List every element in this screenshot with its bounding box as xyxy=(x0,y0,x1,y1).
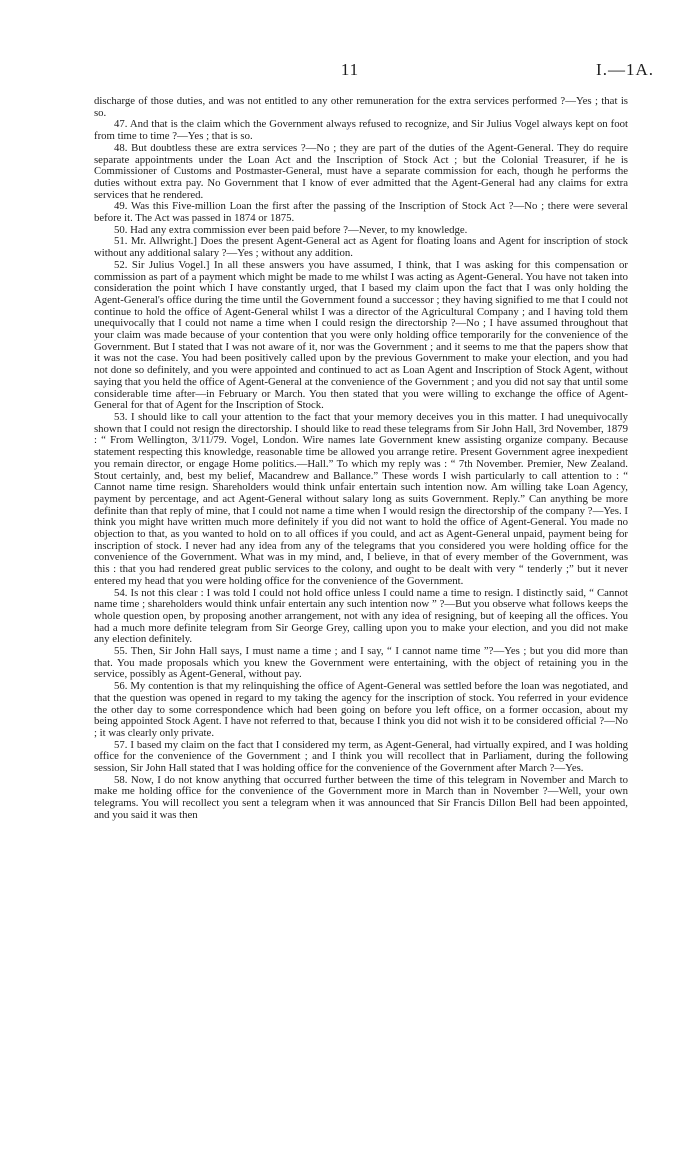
paragraph-q56: 56. My contention is that my relinquishing the office of Agent-General was settled before the loan was negotiated, and that the question was opened in regard to my taking the agency for the inscription of stock. You referred in your evidence the other day to some correspondence which had been going on before you left office, on a former occasion, about my being appointed Stock Agent. I have not referred to that, because I think you did not wish it to be considered official ?—No ; it was clearly only private. xyxy=(94,680,628,739)
paragraph-q47: 47. And that is the claim which the Government always refused to recognize, and Sir Julius Vogel always kept on foot from time to time ?—Yes ; that is so. xyxy=(94,118,628,143)
series-reference: I.—1A. xyxy=(596,60,654,79)
paragraph-q55: 55. Then, Sir John Hall says, I must name a time ; and I say, “ I cannot name time ”?—Yes ; but you did more than that. You made proposals which you knew the Government were entertaining, with the object of retaining you in the service, possibly as Agent-General, without pay. xyxy=(94,645,628,681)
paragraph-q58: 58. Now, I do not know anything that occurred further between the time of this telegram in November and March to make me holding office for the convenience of the Government more in March than in November ?—Well, your own telegrams. You will recollect you sent a telegram when it was announced that Sir Francis Dillon Bell had been appointed, and you said it was then xyxy=(94,773,628,821)
paragraph-q53: 53. I should like to call your attention to the fact that your memory deceives you in this matter. I had unequivocally shown that I could not resign the directorship. I should like to read these telegrams from Sir John Hall, 3rd November, 1879 : “ From Wellington, 3/11/79. Vogel, London. Wire names late Government knew assisting organize company. Because statement respecting this knowledge, reasonable time be allowed you arrange retire. Present Government agree inexpedient you remain director, or engage Home politics.—Hall.” To which my reply was : “ 7th November. Premier, New Zealand. Stout certainly, and, best my belief, Macandrew and Ballance.” These words I wish particularly to call attention to : “ Cannot name time resign. Shareholders would think unfair entertain such intention now. Am willing take Loan Agency, payment by percentage, and act Agent-General without salary long as suits Government. Reply.” Can anything be more definite than that reply of mine, that I could not name a time when I would resign the directorship of the company ?—Yes. I think you might have written much more definitely if you did not want to hold the office of Agent-General. You made no objection to that, as you wanted to hold on to all offices if you could, and act as Agent-General unpaid, payment being for inscription of stock. I never had any idea from any of the telegrams that you considered you were holding office for the convenience of the Government. What was in my mind, and, I believe, in that of every member of the Government, was this : that you had rendered great public services to the colony, and ought to be dealt with very “ tenderly ;” but it never entered my head that you were holding office for the convenience of the Government. xyxy=(94,410,628,587)
page-header xyxy=(0,60,700,84)
paragraph-continuation: discharge of those duties, and was not entitled to any other remuneration for the extra services performed ?—Yes ; that is so. xyxy=(94,95,628,119)
paragraph-q57: 57. I based my claim on the fact that I considered my term, as Agent-General, had virtually expired, and I was holding office for the convenience of the Government ; and I think you will recollect that in Parliament, during the following session, Sir John Hall stated that I was holding office for the convenience of the Government after March ?—Yes. xyxy=(94,738,628,775)
body-text xyxy=(94,96,628,822)
page-number: 11 xyxy=(340,60,360,79)
paragraph-q48: 48. But doubtless these are extra services ?—No ; they are part of the duties of the Agent-General. They do require separate appointments under the Loan Act and the Inscription of Stock Act ; but the Colonial Treasurer, if he is Commissioner of Customs and Postmaster-General, must have a separate commission for each, though he performs the duties without extra pay. No Government that I know of ever admitted that the Agent-General had any claims for extra services that he rendered. xyxy=(94,141,628,201)
paragraph-q52: 52. Sir Julius Vogel.] In all these answers you have assumed, I think, that I was asking for this compensation or commission as part of a payment which might be made to me whilst I was acting as Agent-General. You have not taken into consideration the point which I have constantly urged, that I based my claim upon the fact that I was only holding the Agent-General's office during the time until the Government found a successor ; they having signified to me that I could not continue to hold the office of Agent-General whilst I was a director of the Agricultural Company ; and I having told them unequivocally that I could not name a time when I could resign the directorship ?—No ; I have assumed throughout that your claim was made because of your contention that you were only holding office temporarily for the convenience of the Government. But I stated that I was not aware of it, nor was the Government ; and it seems to me that the papers show that it was not the case. You had been positively called upon by the previous Government to make your election, and you had not done so definitely, and you were appointed and continued to act as Loan Agent and Inscription of Stock Agent, without saying that you held the office of Agent-General at the convenience of the Government ; and you did not say that until some considerable time after—in February or March. You then stated that you were willing to exchange the office of Agent-General for that of Agent for the Inscription of Stock. xyxy=(94,258,628,412)
paragraph-q51: 51. Mr. Allwright.] Does the present Agent-General act as Agent for floating loans and Agent for inscription of stock without any additional salary ?—Yes ; without any addition. xyxy=(94,235,628,260)
paragraph-q49: 49. Was this Five-million Loan the first after the passing of the Inscription of Stock Act ?—No ; there were several before it. The Act was passed in 1874 or 1875. xyxy=(94,200,628,225)
paragraph-q50: 50. Had any extra commission ever been paid before ?—Never, to my knowledge. xyxy=(114,223,468,236)
paragraph-q54: 54. Is not this clear : I was told I could not hold office unless I could name a time to resign. I distinctly said, “ Cannot name time ; shareholders would think unfair entertain any such intention now ” ?—But you observe what follows keeps the whole question open, by proposing another arrangement, not with any idea of resigning, but of keeping all the offices. You had a much more definite telegram from Sir George Grey, calling upon you to make your election, and you did not make any election definitely. xyxy=(94,586,628,646)
